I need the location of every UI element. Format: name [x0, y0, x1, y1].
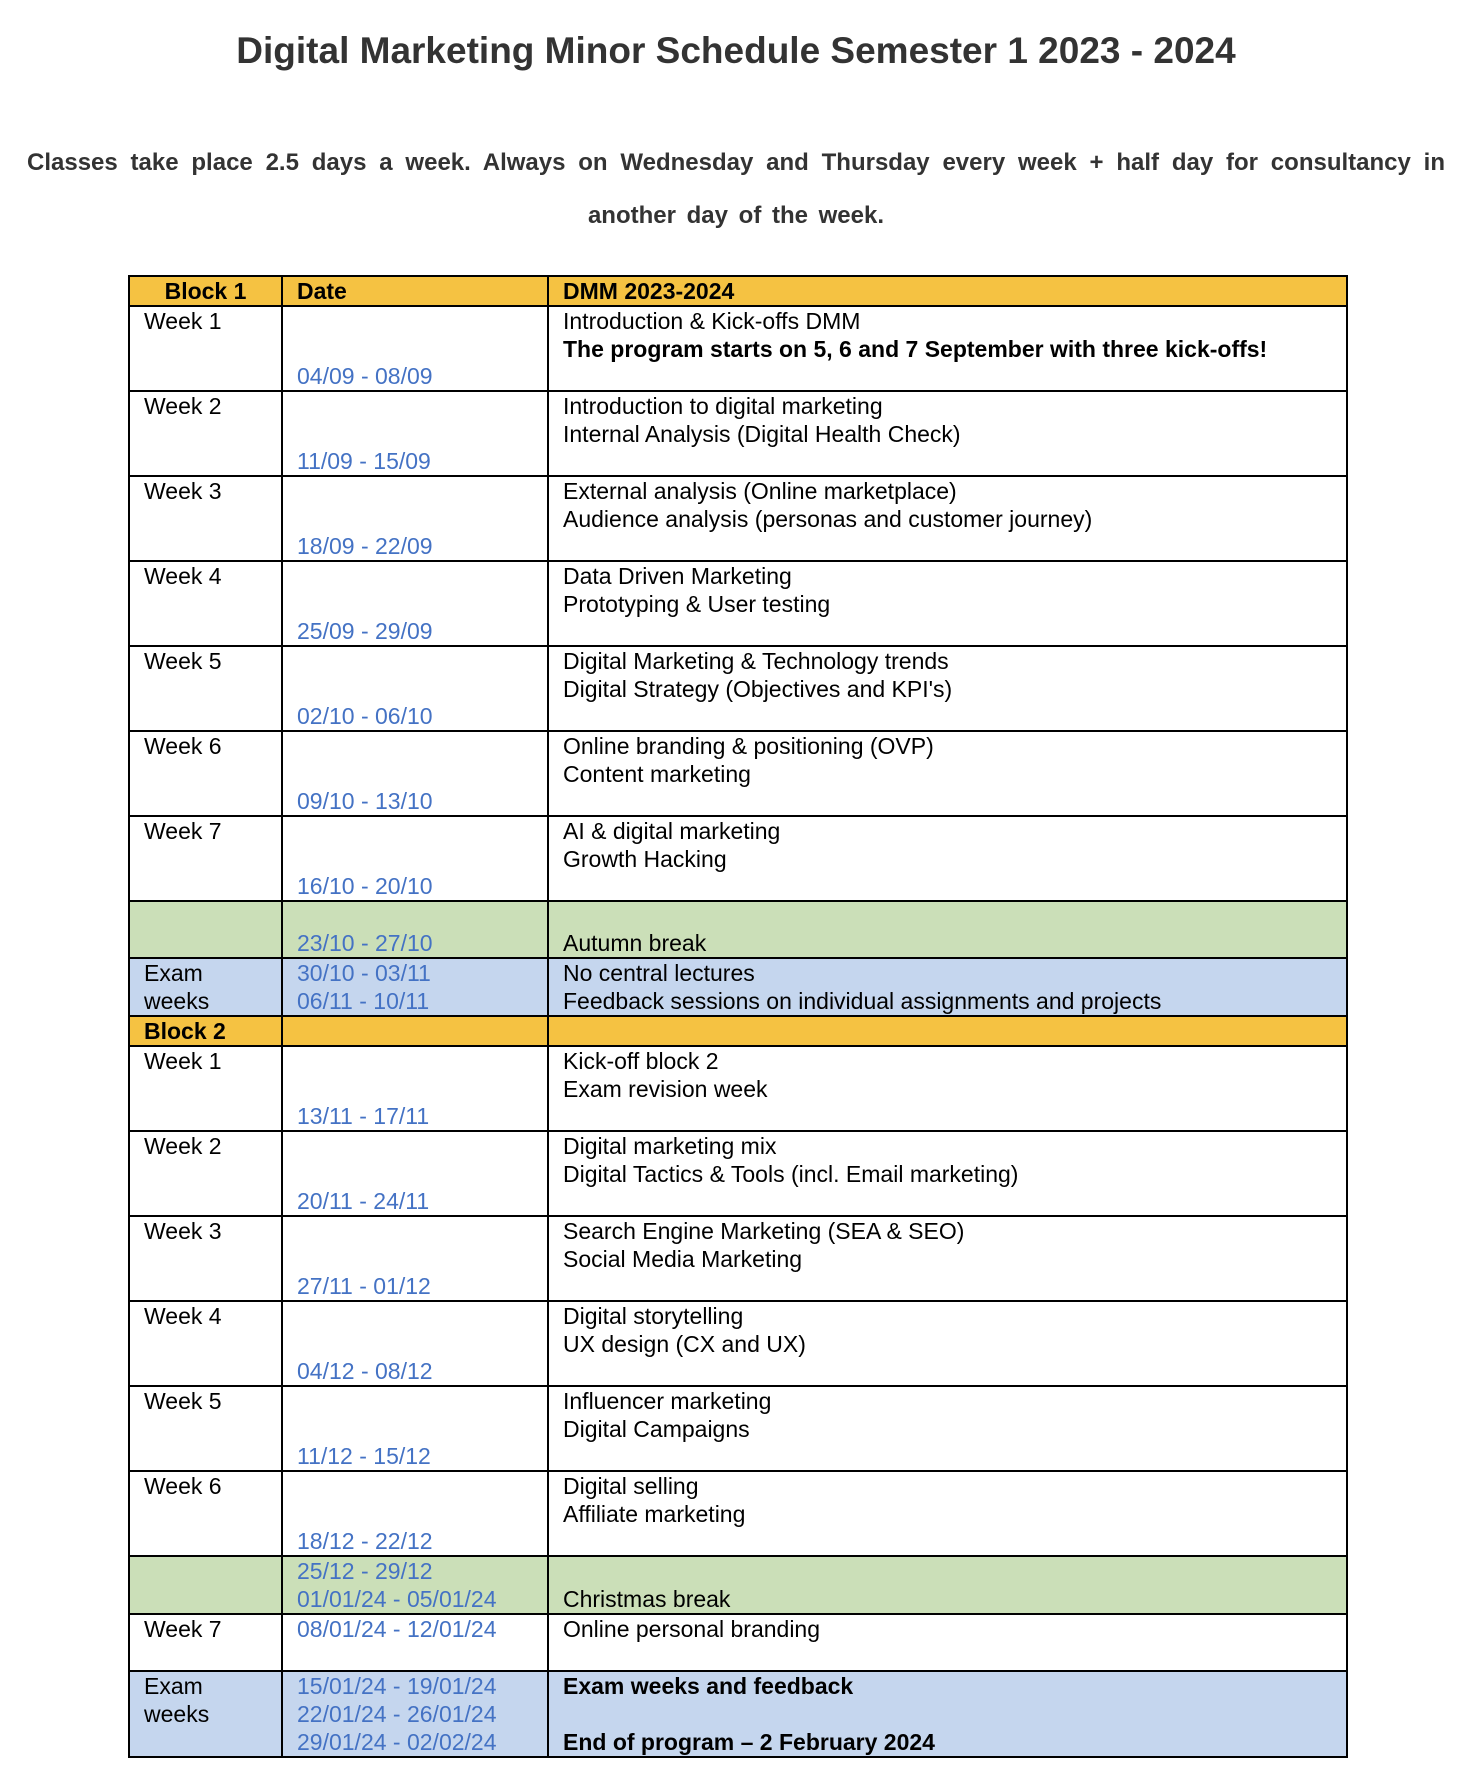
week-label: Week 1	[129, 1046, 282, 1131]
exam-label-line: weeks	[144, 1701, 210, 1727]
week-label: Week 4	[129, 561, 282, 646]
topic: Digital marketing mix	[563, 1133, 777, 1159]
topic: Digital Tactics & Tools (incl. Email marketing)	[563, 1161, 1019, 1187]
week-label: Week 3	[129, 1216, 282, 1301]
block2-empty-cell	[282, 1016, 548, 1046]
week-label: Week 5	[129, 646, 282, 731]
week-date: 04/12 - 08/12	[282, 1301, 548, 1386]
topic: Social Media Marketing	[563, 1246, 803, 1272]
exam-label-line: Exam	[144, 960, 203, 986]
week-label: Week 7	[129, 1614, 282, 1671]
topic: No central lectures	[563, 960, 755, 986]
week-date: 27/11 - 01/12	[282, 1216, 548, 1301]
week-topics	[548, 1216, 1347, 1301]
break-dates	[282, 1556, 548, 1614]
exam-date: 22/01/24 - 26/01/24	[297, 1701, 497, 1727]
break-date: 25/12 - 29/12	[297, 1558, 433, 1584]
topic: Exam revision week	[563, 1076, 768, 1102]
exam-date: 30/10 - 03/11	[297, 960, 431, 986]
week-topics	[548, 1131, 1347, 1216]
week-label: Week 5	[129, 1386, 282, 1471]
exam-label-line: weeks	[144, 988, 210, 1014]
exam-date: 15/01/24 - 19/01/24	[297, 1673, 497, 1699]
week-label: Week 1	[129, 306, 282, 391]
topic: Exam weeks and feedback	[563, 1673, 854, 1699]
topic: UX design (CX and UX)	[563, 1331, 806, 1357]
table-row	[129, 731, 1347, 816]
week-topics	[548, 1046, 1347, 1131]
week-topics	[548, 1386, 1347, 1471]
table-row	[129, 476, 1347, 561]
topic: Introduction & Kick-offs DMM	[563, 308, 861, 334]
exam-label	[129, 1671, 282, 1757]
week-date: 04/09 - 08/09	[282, 306, 548, 391]
header-date: Date	[282, 276, 548, 306]
topic: Feedback sessions on individual assignments and projects	[563, 988, 1162, 1014]
table-row	[129, 306, 1347, 391]
exam-dates	[282, 1671, 548, 1757]
page-title: Digital Marketing Minor Schedule Semester 1 2023 - 2024	[236, 30, 1236, 71]
exam-date: 06/11 - 10/11	[297, 988, 430, 1014]
week-date: 02/10 - 06/10	[282, 646, 548, 731]
topic-note: The program starts on 5, 6 and 7 September with three kick-offs!	[563, 336, 1268, 362]
week-label: Week 2	[129, 1131, 282, 1216]
topic: End of program – 2 February 2024	[563, 1729, 935, 1755]
break-date: 23/10 - 27/10	[282, 901, 548, 958]
block2-header-row	[129, 1016, 1347, 1046]
exam-label-line: Exam	[144, 1673, 203, 1699]
topic: Online branding & positioning (OVP)	[563, 733, 934, 759]
block2-empty-cell	[548, 1016, 1347, 1046]
exam-label	[129, 958, 282, 1016]
week-date: 11/12 - 15/12	[282, 1386, 548, 1471]
exam-row-block1	[129, 958, 1347, 1016]
break-label: Christmas break	[548, 1556, 1347, 1614]
intro-paragraph: Classes take place 2.5 days a week. Always on Wednesday and Thursday every week + half day for consultancy in another day of the week.	[27, 149, 1445, 229]
table-row	[129, 561, 1347, 646]
table-row	[129, 1216, 1347, 1301]
week-label: Week 6	[129, 731, 282, 816]
week-topics	[548, 561, 1347, 646]
table-row	[129, 1046, 1347, 1131]
week-date: 16/10 - 20/10	[282, 816, 548, 901]
topic: Influencer marketing	[563, 1388, 772, 1414]
table-row	[129, 1131, 1347, 1216]
week-date: 11/09 - 15/09	[282, 391, 548, 476]
week-label: Week 4	[129, 1301, 282, 1386]
topic: Affiliate marketing	[563, 1501, 746, 1527]
week-topics	[548, 646, 1347, 731]
exam-dates	[282, 958, 548, 1016]
topic: Digital Marketing & Technology trends	[563, 648, 949, 674]
week-date: 13/11 - 17/11	[282, 1046, 548, 1131]
break-row-christmas	[129, 1556, 1347, 1614]
week-label: Week 2	[129, 391, 282, 476]
week-label: Week 3	[129, 476, 282, 561]
topic: Digital Strategy (Objectives and KPI's)	[563, 676, 953, 702]
week-label: Week 7	[129, 816, 282, 901]
topic: Digital storytelling	[563, 1303, 744, 1329]
topic: Search Engine Marketing (SEA & SEO)	[563, 1218, 965, 1244]
week-label: Week 6	[129, 1471, 282, 1556]
table-header-row	[129, 276, 1347, 306]
topic: Introduction to digital marketing	[563, 393, 883, 419]
break-week-cell	[129, 901, 282, 958]
spacer	[563, 1700, 1332, 1728]
week-date: 08/01/24 - 12/01/24	[282, 1614, 548, 1671]
break-date: 01/01/24 - 05/01/24	[297, 1586, 497, 1612]
week-date: 18/12 - 22/12	[282, 1471, 548, 1556]
topic: Internal Analysis (Digital Health Check)	[563, 421, 961, 447]
table-row	[129, 391, 1347, 476]
week-topics	[548, 306, 1347, 391]
topic: AI & digital marketing	[563, 818, 781, 844]
table-row	[129, 646, 1347, 731]
topic: Digital Campaigns	[563, 1416, 750, 1442]
week-date: 18/09 - 22/09	[282, 476, 548, 561]
week-date: 09/10 - 13/10	[282, 731, 548, 816]
break-row-autumn	[129, 901, 1347, 958]
topic: Audience analysis (personas and customer journey)	[563, 506, 1093, 532]
break-week-cell	[129, 1556, 282, 1614]
block2-label: Block 2	[129, 1016, 282, 1046]
exam-topics	[548, 958, 1347, 1016]
topic: Data Driven Marketing	[563, 563, 792, 589]
topic: External analysis (Online marketplace)	[563, 478, 957, 504]
table-row	[129, 816, 1347, 901]
week-topics	[548, 476, 1347, 561]
week-topic: Online personal branding	[548, 1614, 1347, 1671]
topic: Growth Hacking	[563, 846, 727, 872]
topic: Kick-off block 2	[563, 1048, 719, 1074]
break-label: Autumn break	[548, 901, 1347, 958]
exam-date: 29/01/24 - 02/02/24	[297, 1729, 497, 1755]
week-topics	[548, 731, 1347, 816]
schedule-table	[128, 275, 1348, 1758]
header-program: DMM 2023-2024	[548, 276, 1347, 306]
table-row	[129, 1614, 1347, 1671]
header-block: Block 1	[129, 276, 282, 306]
week-topics	[548, 391, 1347, 476]
week-topics	[548, 816, 1347, 901]
exam-row-block2	[129, 1671, 1347, 1757]
exam-topics	[548, 1671, 1347, 1757]
week-date: 20/11 - 24/11	[282, 1131, 548, 1216]
topic: Content marketing	[563, 761, 751, 787]
topic: Prototyping & User testing	[563, 591, 831, 617]
table-row	[129, 1386, 1347, 1471]
table-row	[129, 1301, 1347, 1386]
week-date: 25/09 - 29/09	[282, 561, 548, 646]
week-topics	[548, 1471, 1347, 1556]
table-row	[129, 1471, 1347, 1556]
topic: Digital selling	[563, 1473, 699, 1499]
week-topics	[548, 1301, 1347, 1386]
